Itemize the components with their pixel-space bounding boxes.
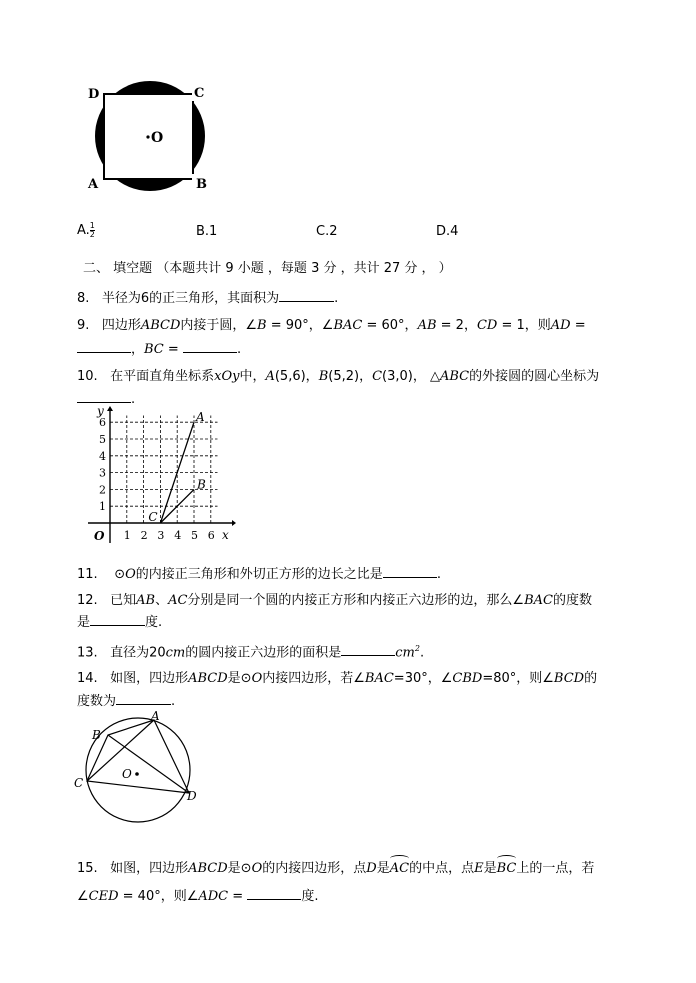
square-in-circle-figure bbox=[82, 78, 222, 194]
origin-label: O bbox=[94, 529, 105, 543]
question-15-cont: ∠CED = 40°，则∠ADC = 度. bbox=[77, 889, 319, 904]
answer-blank-q13[interactable] bbox=[341, 643, 395, 656]
label-D: D bbox=[187, 789, 197, 803]
question-9: 9. 四边形ABCD内接于圆，∠B = 90°，∠BAC = 60°，AB = 2，CD = 1，则AD = bbox=[77, 318, 586, 333]
label-O: O bbox=[122, 767, 132, 781]
y-axis-label: y bbox=[97, 405, 104, 418]
choice-b: B.1 bbox=[196, 224, 218, 239]
question-15: 15. 如图，四边形ABCD是⊙O的内接四边形，点D是 AC的中点，点E是 BC上的一点，若 bbox=[77, 860, 594, 878]
question-14: 14. 如图，四边形ABCD是⊙O内接四边形，若∠BAC=30°，∠CBD=80°，则∠BCD的 bbox=[77, 671, 598, 686]
question-8: 8. 半径为6的正三角形，其面积为 . bbox=[77, 291, 339, 306]
arc-bc: BC bbox=[497, 860, 517, 878]
point-C-label: C bbox=[148, 510, 158, 524]
label-A: A bbox=[151, 709, 160, 723]
choice-a: A. $\frac{1}{2}$ bbox=[77, 221, 95, 239]
answer-blank-q8[interactable] bbox=[279, 289, 334, 302]
question-10-cont: . bbox=[77, 390, 135, 409]
label-O: O bbox=[151, 130, 164, 146]
section-heading: 二、 填空题 （本题共计 9 小题 ，每题 3 分 ，共计 27 分 ， ） bbox=[83, 261, 452, 276]
label-C: C bbox=[74, 776, 84, 790]
answer-blank-q9-bc[interactable] bbox=[183, 340, 237, 353]
answer-blank-q12[interactable] bbox=[90, 613, 145, 626]
y-tick-label: 2 bbox=[99, 483, 106, 497]
question-9-cont: ，BC = . bbox=[77, 340, 241, 359]
label-C: C bbox=[194, 86, 205, 101]
question-12: 12. 已知AB、AC分别是同一个圆的内接正方形和内接正六边形的边，那么∠BAC的度数 bbox=[77, 593, 592, 608]
y-tick-label: 5 bbox=[99, 433, 106, 446]
x-tick-label: 4 bbox=[174, 529, 182, 542]
coordinate-grid-figure bbox=[86, 405, 236, 547]
label-A: A bbox=[88, 177, 99, 192]
x-axis-arrow bbox=[232, 520, 236, 526]
label-B: B bbox=[92, 728, 101, 742]
question-12-cont: 是 度. bbox=[77, 615, 163, 630]
point-B-label: B bbox=[197, 477, 206, 492]
cyclic-quadrilateral-figure bbox=[72, 708, 207, 826]
label-B: B bbox=[196, 177, 207, 192]
answer-blank-q14[interactable] bbox=[116, 692, 171, 705]
y-axis-arrow bbox=[107, 406, 113, 411]
x-tick-label: 6 bbox=[207, 529, 215, 542]
arc-ac: AC bbox=[390, 860, 409, 878]
fraction-one-half: $\frac{1}{2}$ bbox=[89, 221, 95, 239]
answer-blank-q10[interactable] bbox=[77, 390, 131, 403]
x-tick-label: 5 bbox=[191, 529, 198, 542]
y-tick-label: 1 bbox=[99, 500, 106, 514]
y-tick-label: 3 bbox=[99, 466, 106, 480]
x-axis-label: x bbox=[222, 528, 229, 542]
question-13: 13. 直径为20cm的圆内接正六边形的面积是 $cm^2$. bbox=[77, 644, 425, 661]
answer-blank-q9-ad[interactable] bbox=[77, 340, 131, 353]
point-A-label: A bbox=[196, 410, 205, 425]
x-tick-label: 3 bbox=[157, 529, 165, 542]
answer-blank-q11[interactable] bbox=[383, 565, 437, 578]
y-tick-label: 4 bbox=[99, 449, 106, 463]
choice-d: D.4 bbox=[436, 224, 459, 239]
label-D: D bbox=[88, 87, 100, 102]
choice-c: C.2 bbox=[316, 224, 338, 239]
question-10: 10. 在平面直角坐标系xOy中，A(5,6)，B(5,2)，C(3,0)， △ABC的外接圆的圆心坐标为 bbox=[77, 369, 600, 384]
answer-blank-q15[interactable] bbox=[247, 887, 301, 900]
y-tick-label: 6 bbox=[99, 416, 106, 430]
x-tick-label: 2 bbox=[140, 529, 148, 542]
question-14-cont: 度数为 . bbox=[77, 694, 176, 709]
question-11: 11. ⊙O的内接正三角形和外切正方形的边长之比是 . bbox=[77, 567, 441, 582]
x-tick-label: 1 bbox=[123, 529, 131, 542]
